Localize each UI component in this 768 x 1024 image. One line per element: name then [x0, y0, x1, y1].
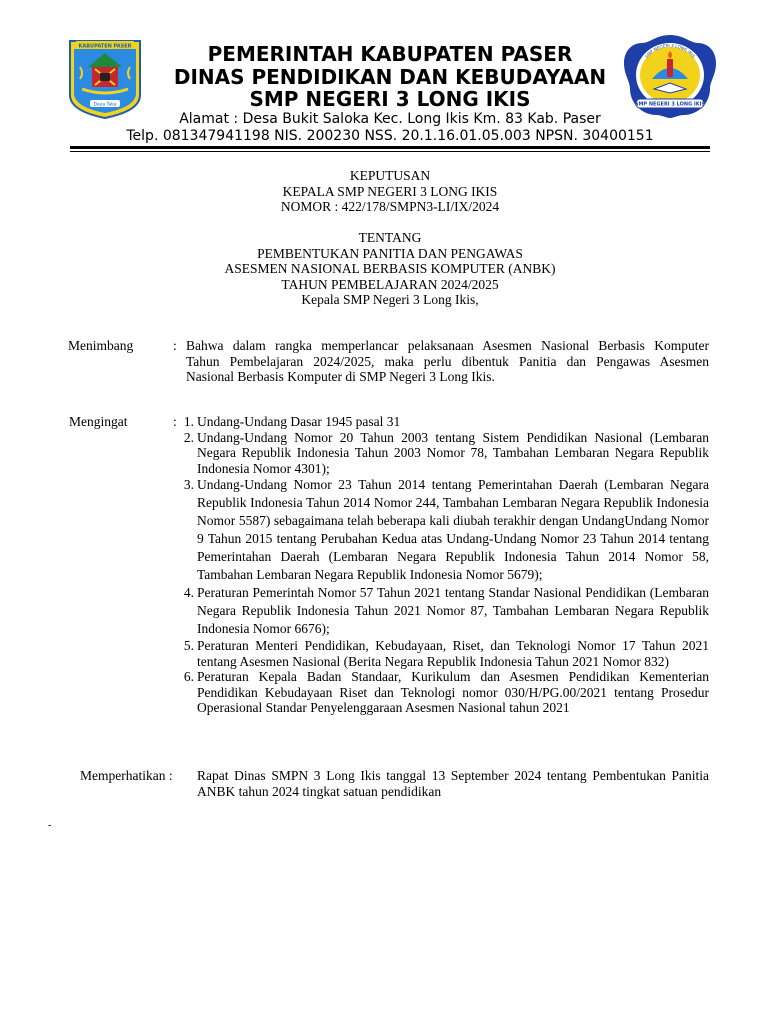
letterhead-rule-thick [70, 146, 710, 149]
list-item: 4. Peraturan Pemerintah Nomor 57 Tahun 2021 tentang Standar Nasional Pendidikan (Lembaran Negara Republik Indonesia Tahun 2021 Nomor 87, Tambahan Lembaran Negara Republik Indonesia Nomor 6676); [183, 585, 709, 636]
subject-line3: TAHUN PEMBELAJARAN 2024/2025 [281, 276, 499, 292]
memperhatikan-label: Memperhatikan : [80, 768, 173, 783]
subject-official: Kepala SMP Negeri 3 Long Ikis, [301, 292, 479, 307]
subject-line2: ASESMEN NASIONAL BERBASIS KOMPUTER (ANBK) [224, 261, 556, 276]
list-item: 3. Undang-Undang Nomor 23 Tahun 2014 tentang Pemerintahan Daerah (Lembaran Negara Republik Indonesia Tahun 2014 Nomor 244, Tambahan Lembaran Negara Republik Indonesia Nomor 5587) sebagaimana telah beberapa kali diubah terakhir dengan UndangUndang Nomor 9 Tahun 2015 tentang Perubahan Kedua atas Undang-Undang Nomor 23 Tahun 2014 tentang Pemerintahan Daerah (Lembaran Negara Republik Indonesia Tahun 2014 Nomor 58, Tambahan Lembaran Negara Republik Indonesia Nomor 5679); [183, 477, 709, 582]
school-logo-icon [622, 33, 718, 119]
list-item: 6. Peraturan Kepala Badan Standaar, Kurikulum dan Asesmen Pendidikan Kementerian Pendidikan Kebudayaan Riset dan Teknologi nomor 030/H/PG.00/2021 tentang Prosedur Operasional Standar Penyelenggaraan Asesmen Nasional tahun 2021 [183, 669, 709, 715]
decree-heading [140, 168, 640, 215]
list-item: 1. Undang-Undang Dasar 1945 pasal 31 [183, 414, 401, 429]
subject-line1: PEMBENTUKAN PANITIA DAN PENGAWAS [257, 245, 523, 261]
memperhatikan-text: Rapat Dinas SMPN 3 Long Ikis tanggal 13 September 2024 tentang Pembentukan Panitia ANBK tahun 2024 tingkat satuan pendidikan [197, 768, 709, 799]
mengingat-label: Mengingat [69, 414, 128, 429]
heading-kepala: KEPALA SMP NEGERI 3 LONG IKIS [282, 183, 498, 199]
emblem-label: KABUPATEN PASER [78, 43, 132, 50]
menimbang-text [186, 338, 709, 385]
list-item: 5. Peraturan Menteri Pendidikan, Kebudayaan, Riset, dan Teknologi Nomor 17 Tahun 2021 tentang Asesmen Nasional (Berita Negara Republik Indonesia Tahun 2021 Nomor 832) [183, 638, 709, 669]
mengingat-colon: : [173, 414, 177, 429]
heading-nomor: NOMOR : 422/178/SMPN3-LI/IX/2024 [280, 199, 500, 214]
decree-subject [140, 230, 640, 308]
kabupaten-paser-emblem-icon [68, 33, 142, 119]
list-item: 2. Undang-Undang Nomor 20 Tahun 2003 tentang Sistem Pendidikan Nasional (Lembaran Negara Republik Indonesia Tahun 2003 Nomor 78, Tambahan Lembaran Negara Republik Indonesia Nomor 4301); [183, 429, 709, 476]
letterhead-rule-thin [70, 151, 710, 152]
mengingat-list [172, 414, 709, 716]
letterhead-school: SMP NEGERI 3 LONG IKIS [249, 87, 531, 111]
menimbang-line1: Bahwa dalam rangka memperlancar pelaksanaan Asesmen Nasional Berbasis Komputer [186, 338, 709, 353]
letterhead-contact: Telp. 081347941198 NIS. 200230 NSS. 20.1.16.01.05.003 NPSN. 30400151 [126, 128, 654, 144]
menimbang-label: Menimbang [68, 338, 134, 353]
menimbang-line3: Nasional Berbasis Komputer di SMP Negeri 3 Long Ikis. [186, 369, 495, 384]
emblem-motto: Daya Taka [93, 102, 117, 108]
footer-mark: - [48, 820, 52, 831]
logo-band-label: SMP NEGERI 3 LONG IKIS [634, 101, 706, 108]
letterhead-address: Alamat : Desa Bukit Saloka Kec. Long Ikis Km. 83 Kab. Paser [179, 111, 601, 127]
menimbang-line2: Tahun Pembelajaran 2024/2025, maka perlu dibentuk Panitia dan Pengawas Asesmen [186, 353, 709, 369]
menimbang-colon: : [173, 338, 177, 353]
letterhead-government: PEMERINTAH KABUPATEN PASER [207, 42, 573, 66]
logo-arc-label: SMP NEGERI 3 LONG IKIS [643, 42, 697, 59]
letterhead-department: DINAS PENDIDIKAN DAN KEBUDAYAAN [173, 65, 607, 89]
subject-tentang: TENTANG [358, 230, 422, 245]
heading-keputusan: KEPUTUSAN [349, 168, 431, 183]
